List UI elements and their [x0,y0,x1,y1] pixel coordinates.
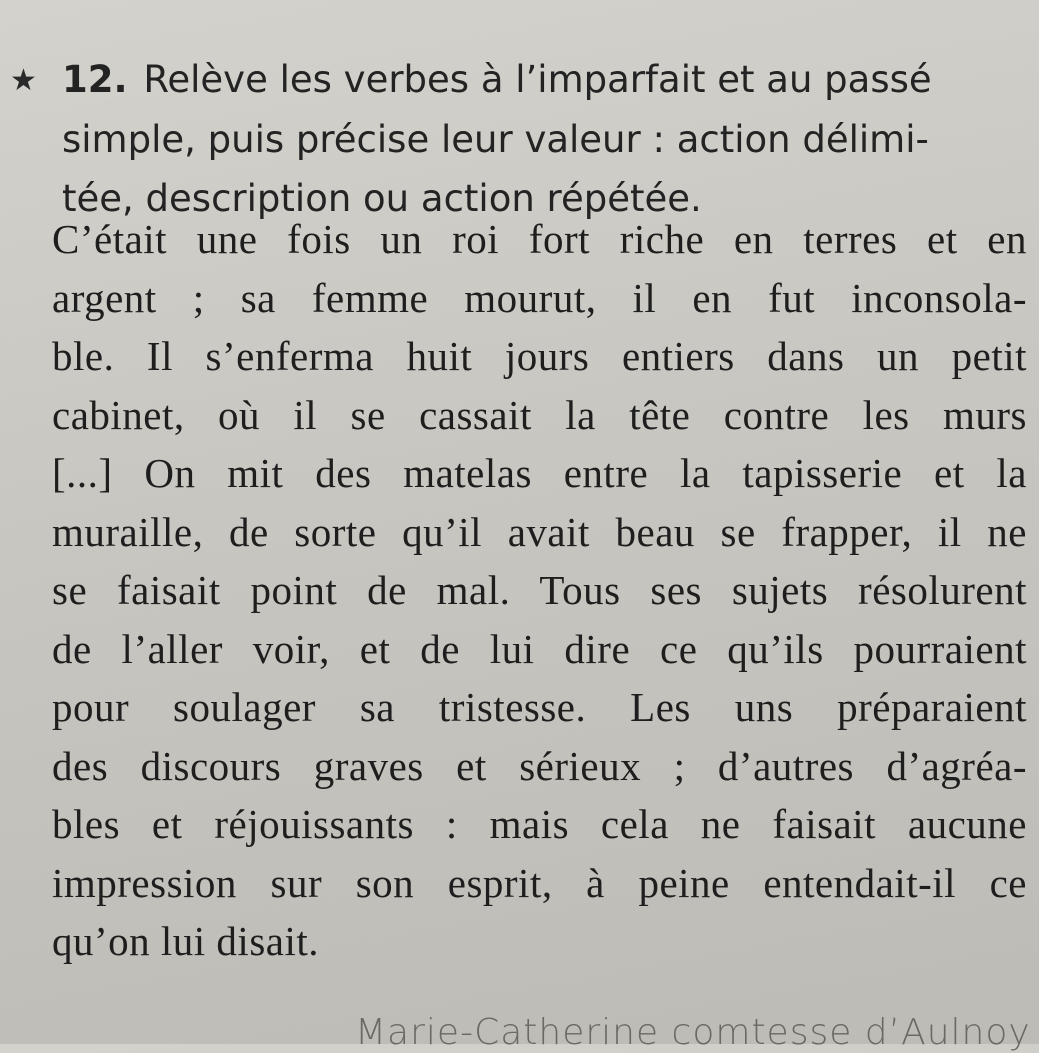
literary-excerpt [52,210,1027,971]
star-icon: ★ [10,63,37,98]
excerpt-line: ble. Il s’enferma huit jours entiers dans un petit [52,333,1027,379]
excerpt-line: impression sur son esprit, à peine entendait-il ce [52,859,1027,906]
excerpt-line: cabinet, où il se cassait la tête contre les murs [52,391,1027,438]
excerpt-line: qu’on lui disait. [52,918,320,964]
excerpt-line: pour soulager sa tristesse. Les uns préparaient [52,684,1027,730]
excerpt-line: des discours graves et sérieux ; d’autres d’agréa- [52,742,1027,789]
excerpt-line: se faisait point de mal. Tous ses sujets résolurent [52,567,1027,613]
excerpt-line: de l’aller voir, et de lui dire ce qu’ils pourraient [52,625,1027,672]
author-attribution: Marie-Catherine comtesse d’Aulnoy [355,1012,1031,1053]
excerpt-line: muraille, de sorte qu’il avait beau se frapper, il ne [52,508,1027,555]
excerpt-line: C’était une fois un roi fort riche en terres et en [52,216,1027,262]
exercise-line: tée, description ou action répétée. [62,177,702,220]
exercise-first-line [10,50,1020,110]
excerpt-line: [...] On mit des matelas entre la tapisserie et la [52,450,1027,496]
excerpt-line: bles et réjouissants : mais cela ne faisait aucune [52,801,1027,847]
exercise-instructions [10,50,1020,228]
exercise-line: simple, puis précise leur valeur : action délimi- [62,118,929,161]
excerpt-line: argent ; sa femme mourut, il en fut inconsola- [52,274,1027,321]
exercise-number: 12. [62,58,128,101]
exercise-line: Relève les verbes à l’imparfait et au passé [143,58,932,101]
